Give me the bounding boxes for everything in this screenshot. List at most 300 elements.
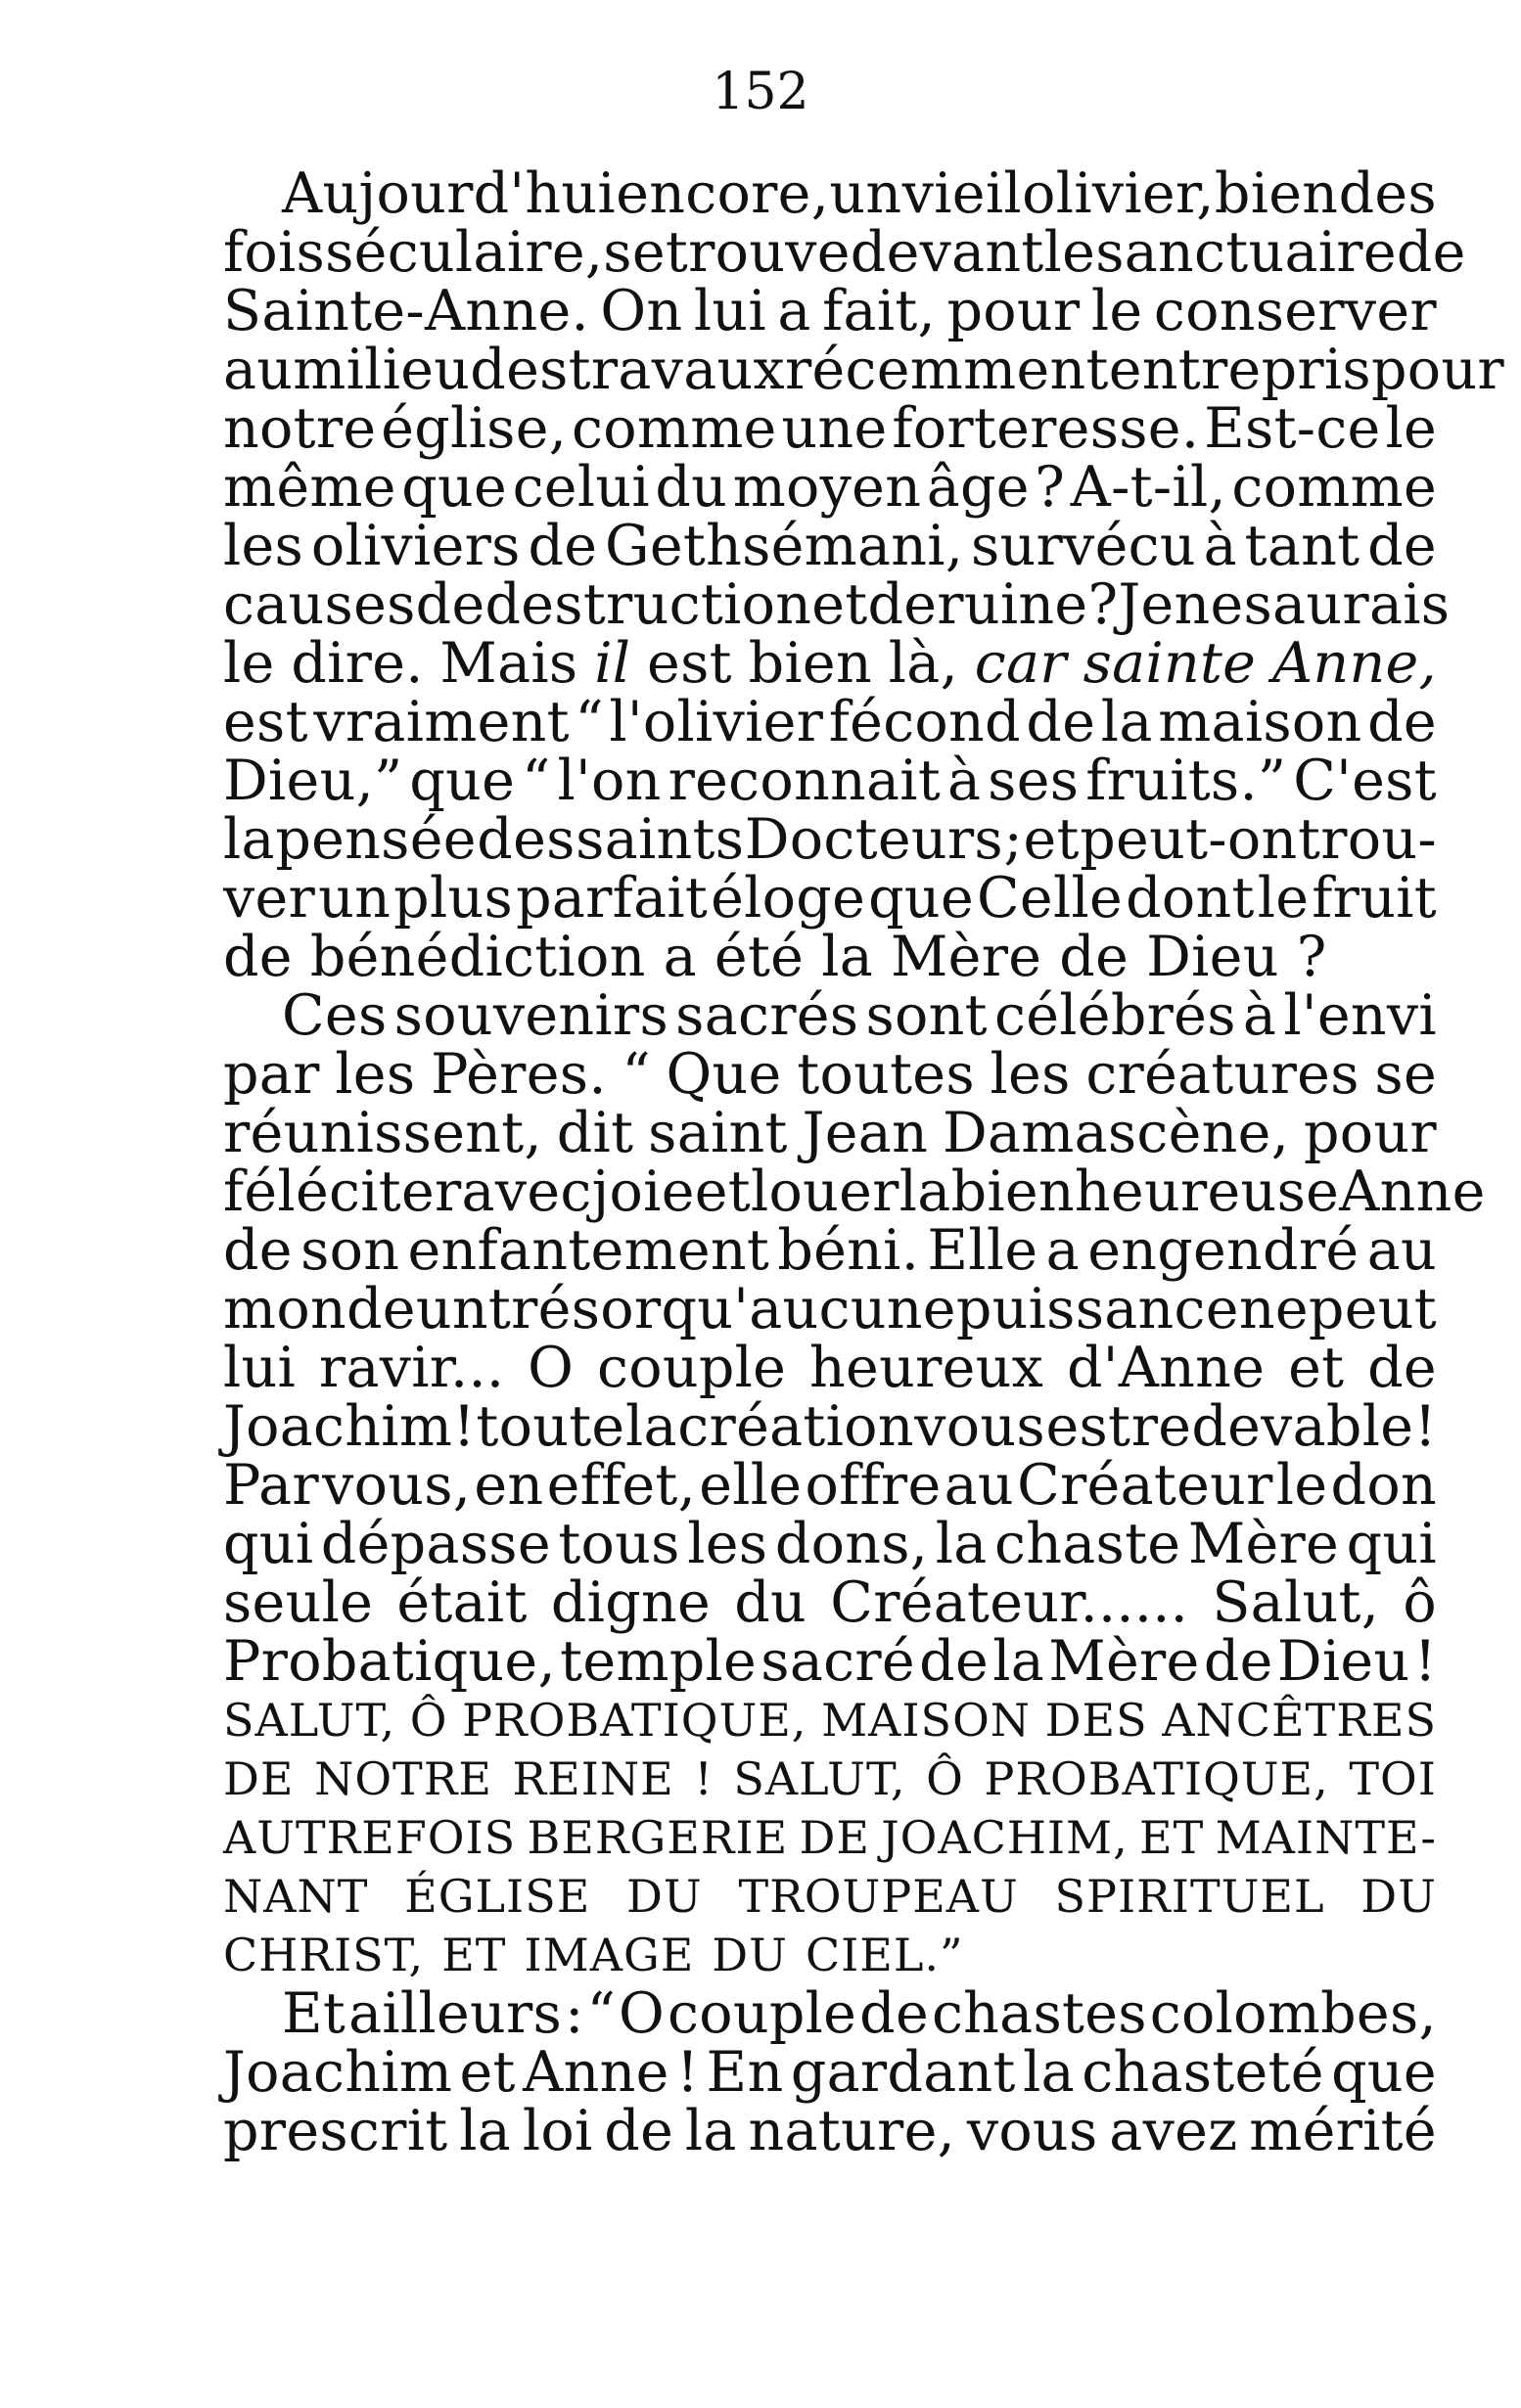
word: ne bbox=[1174, 572, 1244, 637]
text-line bbox=[223, 514, 1437, 578]
word: sainte bbox=[1083, 631, 1257, 696]
body-text bbox=[223, 161, 1504, 2163]
word: le bbox=[1275, 1453, 1328, 1518]
word: Anne bbox=[1339, 1159, 1486, 1224]
word: TROUPEAU bbox=[738, 1870, 1019, 1923]
word: pour bbox=[1304, 1101, 1437, 1165]
word: le bbox=[1043, 220, 1096, 285]
word: se bbox=[603, 220, 666, 285]
text-line bbox=[223, 690, 1437, 754]
text-line bbox=[223, 2099, 1437, 2163]
text-line bbox=[223, 1394, 1437, 1459]
word: récemment bbox=[784, 338, 1109, 402]
word: “ bbox=[586, 1981, 617, 2046]
word: C'est bbox=[1293, 749, 1437, 813]
word: ÉGLISE bbox=[404, 1870, 591, 1923]
text-line bbox=[223, 1981, 1437, 2046]
word: un bbox=[829, 161, 902, 226]
word: pensée bbox=[275, 807, 477, 872]
word: sacrés bbox=[675, 983, 859, 1048]
word: fruit bbox=[1312, 866, 1437, 931]
word: Que bbox=[666, 1042, 782, 1107]
word: maison bbox=[1158, 690, 1362, 754]
word: “ bbox=[522, 749, 551, 813]
word: saint bbox=[648, 1101, 788, 1165]
word: couple bbox=[667, 1981, 857, 2046]
word: de bbox=[604, 2099, 674, 2163]
word: de bbox=[1367, 690, 1437, 754]
word: AUTREFOIS bbox=[223, 1811, 517, 1864]
word: dire. bbox=[291, 631, 424, 696]
word: sont bbox=[865, 983, 988, 1048]
word: survécu bbox=[971, 514, 1196, 578]
word: chaste bbox=[994, 1512, 1181, 1576]
word: et bbox=[459, 2040, 516, 2105]
word: la bbox=[935, 1512, 988, 1576]
word: effet, bbox=[546, 1453, 697, 1518]
text-line bbox=[223, 1336, 1437, 1400]
word: dépasse bbox=[320, 1512, 551, 1576]
word: la bbox=[684, 2099, 737, 2163]
word: de bbox=[1203, 1629, 1273, 1694]
word: offre bbox=[805, 1453, 942, 1518]
word: milieu bbox=[293, 338, 471, 402]
word: séculaire, bbox=[325, 220, 604, 285]
word: A-t-il, bbox=[1070, 455, 1226, 520]
word: En bbox=[706, 2040, 784, 2105]
word: PROBATIQUE, bbox=[984, 1752, 1329, 1805]
word: et bbox=[811, 572, 868, 637]
word: Est-ce bbox=[1204, 396, 1381, 461]
word: puissance bbox=[955, 1277, 1239, 1341]
word: au bbox=[944, 1453, 1014, 1518]
word: des bbox=[470, 338, 569, 402]
word: digne bbox=[550, 1570, 712, 1635]
word: Joachim bbox=[223, 1394, 453, 1459]
word: et bbox=[1023, 807, 1080, 872]
word: Ô bbox=[926, 1752, 964, 1805]
word: Probatique, bbox=[223, 1629, 556, 1694]
word: Et bbox=[282, 1981, 346, 2046]
word: d'Anne bbox=[1066, 1336, 1266, 1400]
word: par bbox=[223, 1042, 320, 1107]
word: qui bbox=[223, 1512, 314, 1576]
word: à bbox=[1203, 514, 1237, 578]
word: Dieu bbox=[1146, 925, 1279, 989]
word: trou- bbox=[1298, 807, 1437, 872]
word: REINE bbox=[512, 1752, 674, 1805]
word: de bbox=[1026, 690, 1096, 754]
word: chastes bbox=[931, 1981, 1147, 2046]
text-line bbox=[223, 1159, 1486, 1224]
word: à bbox=[1242, 983, 1277, 1048]
word: tant bbox=[1244, 514, 1360, 578]
word: peut-on bbox=[1080, 807, 1298, 872]
word: église, bbox=[381, 396, 568, 461]
word: fécond bbox=[828, 690, 1021, 754]
word: prescrit bbox=[223, 2099, 448, 2163]
word: engendré bbox=[1087, 1218, 1360, 1283]
word: “ bbox=[622, 1042, 651, 1107]
word: avez bbox=[1109, 2099, 1238, 2163]
word: Joachim bbox=[223, 2040, 453, 2105]
word: ! bbox=[1413, 1394, 1437, 1459]
word: les bbox=[335, 1042, 416, 1107]
text-line bbox=[223, 220, 1466, 285]
word: TOI bbox=[1349, 1752, 1437, 1805]
word: ailleurs bbox=[348, 1981, 563, 2046]
word: souvenirs bbox=[393, 983, 668, 1048]
word: même bbox=[223, 455, 396, 520]
word: SPIRITUEL bbox=[1054, 1870, 1325, 1923]
text-line bbox=[223, 1629, 1437, 1694]
word: Mère bbox=[1187, 1512, 1340, 1576]
word: est bbox=[1045, 1394, 1131, 1459]
word: vous bbox=[914, 1394, 1045, 1459]
word: Ces bbox=[282, 983, 388, 1048]
word: ! bbox=[1413, 1629, 1437, 1694]
word: qui bbox=[1346, 1512, 1437, 1576]
text-line bbox=[223, 1218, 1437, 1283]
word: est bbox=[223, 690, 308, 754]
text-line bbox=[223, 1042, 1437, 1107]
word: colombes, bbox=[1149, 1981, 1437, 2046]
text-line bbox=[223, 807, 1437, 872]
word: ! bbox=[694, 1752, 714, 1805]
word: des bbox=[477, 807, 576, 872]
word: car bbox=[974, 631, 1067, 696]
word: dont bbox=[1126, 866, 1255, 931]
word: Créateur...... bbox=[830, 1570, 1189, 1635]
word: du bbox=[655, 455, 728, 520]
word: la bbox=[899, 1159, 951, 1224]
word: création bbox=[677, 1394, 914, 1459]
word: Dieu,” bbox=[223, 749, 403, 813]
word: il bbox=[594, 631, 631, 696]
word: la bbox=[1100, 690, 1153, 754]
text-line bbox=[223, 338, 1504, 402]
word: Par bbox=[223, 1453, 319, 1518]
word: ruine bbox=[937, 572, 1088, 637]
word: MAISON bbox=[821, 1694, 1032, 1747]
word: la bbox=[992, 1629, 1045, 1694]
word: bien bbox=[748, 631, 872, 696]
text-line bbox=[223, 631, 1437, 696]
word: fait, bbox=[822, 279, 936, 343]
word: pour bbox=[1370, 338, 1504, 402]
word: oliviers bbox=[310, 514, 521, 578]
word: son bbox=[300, 1218, 400, 1283]
word: que bbox=[1331, 2040, 1437, 2105]
word: Mère bbox=[891, 925, 1042, 989]
word: O bbox=[618, 1981, 666, 2046]
word: ne bbox=[1238, 1277, 1309, 1341]
word: tous bbox=[558, 1512, 680, 1576]
word: elle bbox=[699, 1453, 803, 1518]
page-number: 152 bbox=[712, 63, 809, 121]
word: Gethsémani, bbox=[605, 514, 964, 578]
word: reconnait bbox=[668, 749, 942, 813]
text-line bbox=[223, 1453, 1437, 1518]
word: réunissent, bbox=[223, 1101, 542, 1165]
word: de bbox=[1367, 1336, 1437, 1400]
word: causes bbox=[223, 572, 416, 637]
word: mérité bbox=[1249, 2099, 1437, 2163]
word: de bbox=[528, 514, 598, 578]
word: sanctuaire bbox=[1095, 220, 1397, 285]
word: trésor bbox=[487, 1277, 662, 1341]
word: en bbox=[474, 1453, 544, 1518]
word: SALUT, bbox=[733, 1752, 906, 1805]
word: chasteté bbox=[1082, 2040, 1324, 2105]
word: Mère bbox=[1048, 1629, 1200, 1694]
word: est bbox=[647, 631, 732, 696]
word: joie bbox=[591, 1159, 695, 1224]
word: du bbox=[734, 1570, 807, 1635]
word: fois bbox=[223, 220, 326, 285]
word: plus bbox=[393, 866, 514, 931]
word: ET bbox=[441, 1929, 507, 1981]
word: fruits.” bbox=[1085, 749, 1287, 813]
word: Aujourd'hui bbox=[282, 161, 616, 226]
word: que bbox=[409, 749, 516, 813]
word: de bbox=[919, 1629, 989, 1694]
word: féléciter bbox=[223, 1159, 462, 1224]
word: âge bbox=[926, 455, 1030, 520]
word: était bbox=[396, 1570, 528, 1635]
word: : bbox=[565, 1981, 584, 2046]
word: enfantement bbox=[407, 1218, 770, 1283]
word: monde bbox=[223, 1277, 416, 1341]
word: ANCÊTRES bbox=[1162, 1694, 1437, 1747]
text-line bbox=[223, 2040, 1437, 2105]
word: Damascène, bbox=[942, 1101, 1290, 1165]
word: les bbox=[687, 1512, 768, 1576]
word: un bbox=[415, 1277, 488, 1341]
text-line bbox=[223, 455, 1437, 520]
word: Je bbox=[1118, 572, 1175, 637]
word: don bbox=[1330, 1453, 1437, 1518]
word: vieil bbox=[901, 161, 1022, 226]
word: Créateur bbox=[1017, 1453, 1273, 1518]
word: une bbox=[781, 396, 888, 461]
word: Celle bbox=[977, 866, 1124, 931]
word: dons, bbox=[774, 1512, 929, 1576]
word: comme bbox=[572, 396, 777, 461]
word: que bbox=[401, 455, 508, 520]
text-line-small-caps bbox=[223, 1926, 1437, 1984]
word: a bbox=[663, 925, 697, 989]
word: ? bbox=[1035, 455, 1066, 520]
word: de bbox=[859, 1981, 929, 2046]
word: DU bbox=[1360, 1870, 1437, 1923]
text-line bbox=[223, 161, 1437, 226]
word: a bbox=[777, 279, 811, 343]
word: vous bbox=[966, 2099, 1098, 2163]
word: que bbox=[868, 866, 974, 931]
word: gardant bbox=[790, 2040, 1016, 2105]
text-line-small-caps bbox=[223, 1867, 1437, 1926]
word: l'olivier bbox=[609, 690, 824, 754]
word: et bbox=[694, 1159, 751, 1224]
word: Jean bbox=[802, 1101, 929, 1165]
word: éloge bbox=[711, 866, 866, 931]
word: et bbox=[1288, 1336, 1345, 1400]
word: toute bbox=[476, 1394, 625, 1459]
text-line-small-caps bbox=[223, 1691, 1437, 1749]
word: ô bbox=[1403, 1570, 1437, 1635]
word: couple bbox=[597, 1336, 787, 1400]
word: qu'aucune bbox=[661, 1277, 956, 1341]
word: louer bbox=[750, 1159, 899, 1224]
word: à bbox=[946, 749, 982, 813]
word: au bbox=[223, 338, 294, 402]
word: travaux bbox=[568, 338, 785, 402]
word: les bbox=[990, 1042, 1071, 1107]
word: parfait bbox=[516, 866, 709, 931]
text-line bbox=[223, 1512, 1437, 1576]
word: IMAGE bbox=[524, 1929, 695, 1981]
word: celui bbox=[512, 455, 650, 520]
word: DES bbox=[1044, 1694, 1148, 1747]
word: PROBATIQUE, bbox=[462, 1694, 807, 1747]
word: lui bbox=[693, 279, 766, 343]
word: de bbox=[1059, 925, 1129, 989]
word: On bbox=[600, 279, 683, 343]
word: le bbox=[1257, 866, 1310, 931]
word: des bbox=[1338, 161, 1437, 226]
word: devant bbox=[850, 220, 1044, 285]
word: le bbox=[223, 631, 275, 696]
word: ! bbox=[452, 1394, 476, 1459]
word: bienheureuse bbox=[950, 1159, 1340, 1224]
word: célébrés bbox=[994, 983, 1236, 1048]
word: CHRIST, bbox=[223, 1929, 425, 1981]
word: “ bbox=[575, 690, 604, 754]
word: de bbox=[867, 572, 938, 637]
word: conserver bbox=[1153, 279, 1437, 343]
word: l'envi bbox=[1283, 983, 1437, 1048]
text-line-small-caps bbox=[223, 1749, 1437, 1808]
word: Dieu bbox=[1276, 1629, 1410, 1694]
word: forteresse. bbox=[892, 396, 1200, 461]
word: les bbox=[223, 514, 304, 578]
word: Sainte-Anne. bbox=[223, 279, 589, 343]
word: Anne, bbox=[1271, 631, 1437, 696]
text-line bbox=[223, 396, 1437, 461]
word: ; bbox=[1003, 807, 1024, 872]
word: de bbox=[1396, 220, 1466, 285]
word: NOTRE bbox=[314, 1752, 492, 1805]
word: entrepris bbox=[1108, 338, 1371, 402]
word: Anne bbox=[523, 2040, 669, 2105]
word: au bbox=[1366, 1218, 1437, 1283]
text-line bbox=[223, 1101, 1437, 1165]
word: de bbox=[415, 572, 485, 637]
word: DE bbox=[223, 1752, 295, 1805]
word: a bbox=[1045, 1218, 1080, 1283]
word: avec bbox=[461, 1159, 592, 1224]
word: là, bbox=[888, 631, 958, 696]
word: BERGERIE bbox=[527, 1811, 789, 1864]
word: ver bbox=[223, 866, 316, 931]
word: Docteurs bbox=[744, 807, 1003, 872]
word: Elle bbox=[927, 1218, 1038, 1283]
word: de bbox=[223, 925, 293, 989]
word: la bbox=[1023, 2040, 1075, 2105]
word: dit bbox=[556, 1101, 634, 1165]
word: CIEL.” bbox=[805, 1929, 964, 1981]
word: de bbox=[223, 1218, 293, 1283]
word: Salut, bbox=[1212, 1570, 1380, 1635]
text-line bbox=[223, 983, 1437, 1048]
text-line bbox=[223, 572, 1451, 637]
word: SALUT, bbox=[223, 1694, 396, 1747]
word: l'on bbox=[557, 749, 662, 813]
word: ? bbox=[1087, 572, 1119, 637]
word: ravir... bbox=[318, 1336, 505, 1400]
word: vraiment bbox=[313, 690, 570, 754]
word: peut bbox=[1308, 1277, 1437, 1341]
word: DU bbox=[626, 1870, 703, 1923]
word: trouve bbox=[665, 220, 851, 285]
word: O bbox=[528, 1336, 575, 1400]
word: la bbox=[624, 1394, 677, 1459]
word: ? bbox=[1296, 925, 1327, 989]
word: Mais bbox=[439, 631, 578, 696]
word: le bbox=[1385, 396, 1437, 461]
text-line bbox=[223, 1570, 1437, 1635]
word: encore, bbox=[616, 161, 830, 226]
word: de bbox=[1367, 514, 1437, 578]
text-line-small-caps bbox=[223, 1808, 1437, 1867]
word: seule bbox=[223, 1570, 374, 1635]
word: sacré bbox=[760, 1629, 915, 1694]
word: saints bbox=[576, 807, 745, 872]
word: NANT bbox=[223, 1870, 369, 1923]
word: béni. bbox=[777, 1218, 920, 1283]
word: temple bbox=[560, 1629, 758, 1694]
text-line bbox=[223, 749, 1437, 813]
word: ses bbox=[988, 749, 1080, 813]
word: comme bbox=[1231, 455, 1437, 520]
word: saurais bbox=[1243, 572, 1451, 637]
word: moyen bbox=[732, 455, 922, 520]
word: vous, bbox=[322, 1453, 472, 1518]
word: pour bbox=[946, 279, 1081, 343]
word: DU bbox=[712, 1929, 788, 1981]
word: MAINTE- bbox=[1215, 1811, 1437, 1864]
word: loi bbox=[522, 2099, 593, 2163]
word: été bbox=[714, 925, 805, 989]
word: nature, bbox=[748, 2099, 956, 2163]
text-line bbox=[223, 279, 1437, 343]
word: créatures bbox=[1085, 1042, 1360, 1107]
word: la bbox=[459, 2099, 512, 2163]
word: Pères. bbox=[431, 1042, 607, 1107]
word: lui bbox=[223, 1336, 297, 1400]
word: la bbox=[821, 925, 874, 989]
word: Ô bbox=[409, 1694, 448, 1747]
word: ! bbox=[675, 2040, 700, 2105]
word: toutes bbox=[797, 1042, 975, 1107]
word: un bbox=[318, 866, 392, 931]
word: JOACHIM, bbox=[881, 1811, 1129, 1864]
word: la bbox=[223, 807, 275, 872]
word: olivier, bbox=[1022, 161, 1215, 226]
word: le bbox=[1090, 279, 1143, 343]
word: redevable bbox=[1130, 1394, 1414, 1459]
